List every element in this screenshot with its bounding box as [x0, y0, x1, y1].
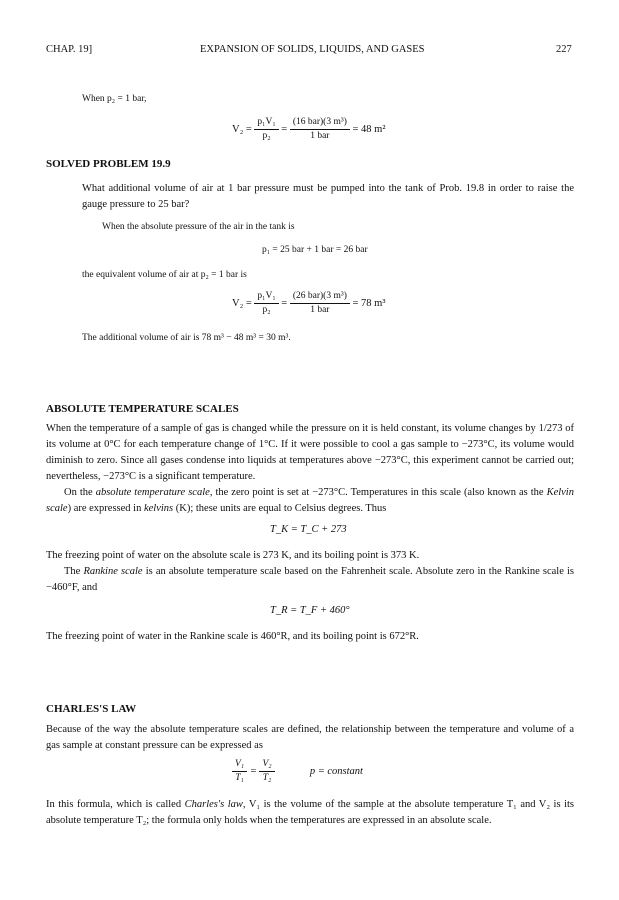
- charles-law-title: CHARLES'S LAW: [46, 703, 137, 715]
- charles-paragraph-1: Because of the way the absolute temperature scales are defined, the relationship between the temperature and volume of a gas sample at constant pressure can be expressed as: [46, 724, 574, 751]
- eq-result: = 78 m³: [352, 297, 386, 309]
- eq-result: = 48 m²: [352, 123, 386, 135]
- fraction-numerator: (16 bar)(3 m³): [290, 116, 350, 130]
- fraction-numerator: V₂: [259, 758, 274, 772]
- solved-line-3: The additional volume of air is 78 m³ − 48 m³ = 30 m³.: [82, 333, 291, 343]
- fraction-denominator: T₂: [262, 773, 272, 783]
- fraction-numerator: p₁V₁: [254, 290, 278, 304]
- term-charles-law: Charles's law: [184, 799, 243, 810]
- absolute-paragraph-4: [46, 564, 574, 596]
- absolute-paragraph-5: The freezing point of water in the Rankine scale is 460°R, and its boiling point is 672°R.: [46, 631, 419, 642]
- term-kelvins: kelvins: [143, 503, 174, 514]
- intro-equation: [232, 116, 386, 143]
- text-run: On the: [64, 487, 96, 498]
- intro-when: When p₂ = 1 bar,: [82, 94, 147, 104]
- absolute-paragraph-1: When the temperature of a sample of gas is changed while the pressure on it is held constant, its volume changes by 1/273 of its volume at 0°C for each temperature change of 1°C. If it were possible to cool a gas sample to −273°C, its volume would diminish to zero. Since all gases condense into liquids at temperatures above −273°C, this experiment cannot be carried out; nevertheless, −273°C is a significant temperature.: [46, 423, 574, 482]
- kelvin-equation: T_K = T_C + 273: [270, 524, 347, 535]
- text-run: The: [64, 566, 84, 577]
- equals-sign: =: [249, 765, 257, 777]
- fraction-numerator: (26 bar)(3 m³): [290, 290, 350, 304]
- absolute-paragraph-3: The freezing point of water on the absolute scale is 273 K, and its boiling point is 373 K.: [46, 550, 420, 561]
- eq-fraction-1: [254, 290, 278, 317]
- eq-fraction-2: [290, 116, 350, 143]
- constant-condition: p = constant: [309, 765, 363, 777]
- equals-sign: =: [281, 297, 288, 309]
- solved-problem-title: SOLVED PROBLEM 19.9: [46, 158, 171, 170]
- equals-sign: =: [281, 123, 288, 135]
- eq-lhs: V₂ =: [232, 297, 252, 309]
- solved-equation-2: [232, 290, 386, 317]
- eq-lhs: V₂ =: [232, 123, 252, 135]
- eq-fraction-2: [259, 758, 274, 785]
- text-run: In this formula, which is called: [46, 799, 185, 810]
- fraction-denominator: p₂: [262, 131, 271, 141]
- chapter-label: CHAP. 19]: [46, 44, 93, 55]
- solved-line-2: the equivalent volume of air at p₂ = 1 bar is: [82, 270, 247, 280]
- term-absolute-scale: absolute temperature scale: [95, 487, 210, 498]
- fraction-denominator: 1 bar: [310, 305, 330, 315]
- rankine-equation: T_R = T_F + 460°: [270, 605, 350, 616]
- absolute-paragraph-2: [46, 485, 574, 517]
- fraction-denominator: 1 bar: [310, 131, 330, 141]
- eq-fraction-1: [254, 116, 278, 143]
- page-number: 227: [556, 44, 572, 55]
- text-run: is an absolute temperature scale based on the Fahrenheit scale. Absolute zero in the Rankine scale is −460°F, and: [46, 566, 574, 593]
- charles-paragraph-2: [46, 797, 574, 829]
- fraction-denominator: p₂: [262, 305, 271, 315]
- fraction-numerator: p₁V₁: [254, 116, 278, 130]
- eq-fraction-1: [232, 758, 247, 785]
- fraction-denominator: T₁: [235, 773, 244, 783]
- text-run: (K); these units are equal to Celsius degrees. Thus: [173, 503, 387, 514]
- solved-question: What additional volume of air at 1 bar pressure must be pumped into the tank of Prob. 19.8 in order to raise the gauge pressure to 25 bar?: [82, 183, 574, 210]
- term-kelvin-scale: Kelvin scale: [46, 487, 574, 514]
- absolute-scales-title: ABSOLUTE TEMPERATURE SCALES: [46, 403, 239, 415]
- text-run: ) are expressed in: [67, 503, 144, 514]
- solved-line-1: When the absolute pressure of the air in the tank is: [102, 222, 295, 232]
- solved-eq-1: p₁ = 25 bar + 1 bar = 26 bar: [262, 245, 368, 255]
- charles-equation: [232, 758, 363, 785]
- fraction-numerator: V₁: [232, 758, 247, 772]
- term-rankine-scale: Rankine scale: [83, 566, 143, 577]
- eq-fraction-2: [290, 290, 350, 317]
- running-title: EXPANSION OF SOLIDS, LIQUIDS, AND GASES: [200, 44, 425, 55]
- text-run: , V₁ is the volume of the sample at the absolute temperature T₁ and V₂ is its absolute temperature T₂; the formula only holds when the temperatures are expressed in an absolute scale.: [46, 799, 574, 826]
- text-run: , the zero point is set at −273°C. Temperatures in this scale (also known as the: [209, 487, 547, 498]
